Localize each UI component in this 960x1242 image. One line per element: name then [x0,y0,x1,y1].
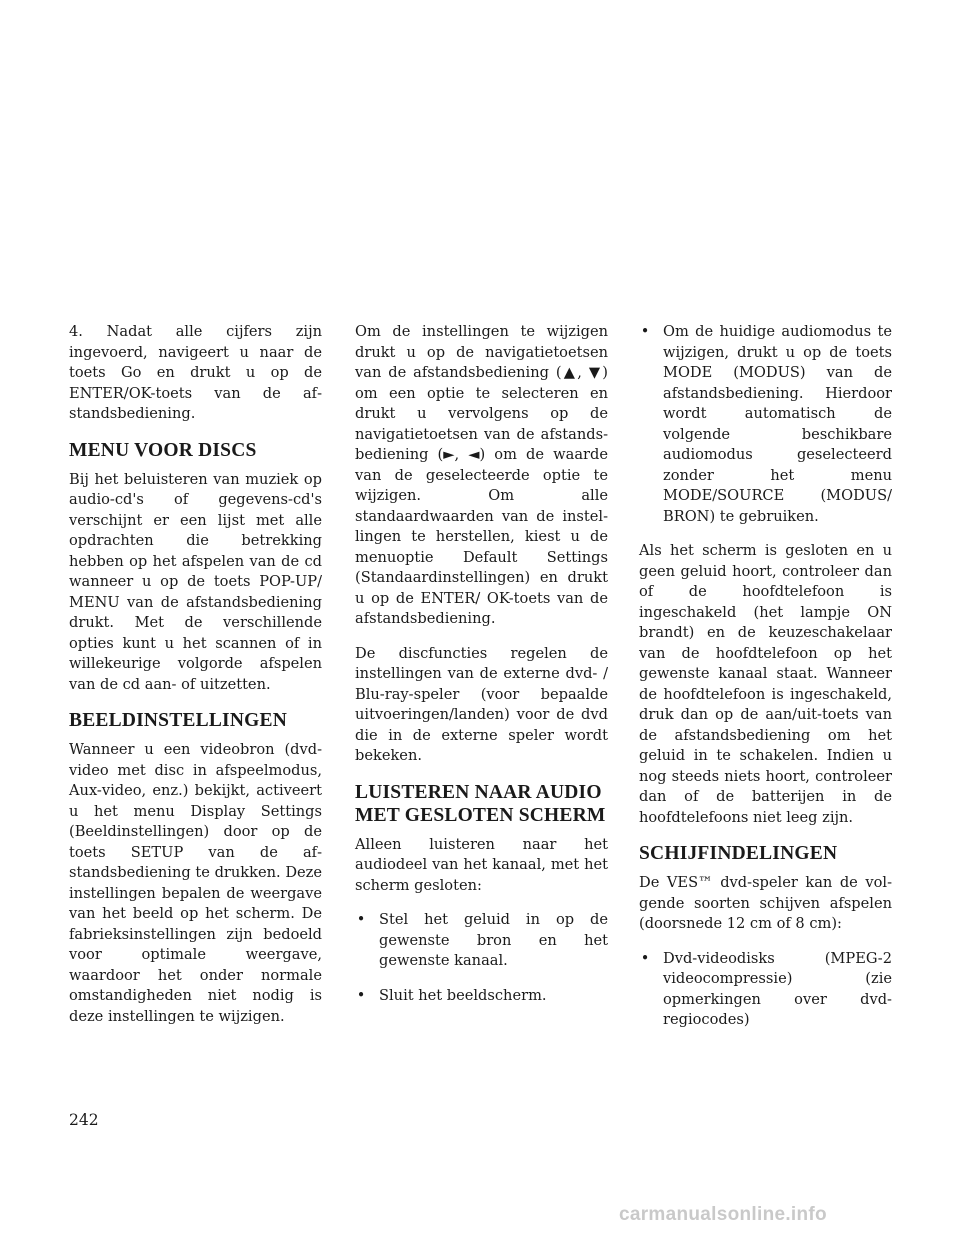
list-item-text: Dvd-videodisks (MPEG-2 videocompressie) (zie opmerkingen over dvd-regiocodes) [663,949,892,1028]
paragraph-disc-types: De VES™ dvd-speler kan de volgende soorten schijven afspelen (doorsnede 12 cm of 8 cm): [639,874,892,932]
bullet-list-audio-steps [355,910,608,1006]
paragraph-change-settings: Om de instellingen te wijzigen drukt u op de navigatietoetsen van de afstandsbediening (▲, ▼) om een optie te selecteren en drukt u vervolgens op de navigatietoetsen van de afstandsbediening (►, ◄) om de waarde van de geselecteerde optie te wijzigen. Om alle standaardwaarden van de instellingen te herstellen, kiest u de menuoptie Default Settings (Standaardinstellingen) en drukt u op de ENTER/ OK-toets van de afstandsbediening. [355,323,608,627]
paragraph-disc-functions: De discfuncties regelen de instellingen van de externe dvd- / Blu-ray-speler (voor bepaalde uitvoeringen/landen) voor de dvd die in de externe speler wordt bekeken. [355,644,608,764]
bullet-list-mode [639,322,892,527]
heading-schijfindelingen: SCHIJFINDELINGEN [639,843,838,864]
list-item [355,986,608,1007]
bullet-icon: • [640,323,650,340]
list-item-text: Sluit het beeldscherm. [379,986,547,1004]
heading-beeldinstellingen: BEELDINSTELLINGEN [69,710,287,731]
column-2 [355,322,608,1020]
paragraph-audio-only: Alleen luisteren naar het audiodeel van het kanaal, met het scherm gesloten: [355,835,608,894]
list-item [639,322,892,527]
list-item [355,910,608,972]
paragraph-display-settings: Wanneer u een videobron (dvd-video met disc in afspeelmodus, Aux-video, enz.) bekijkt, activeert u het menu Display Settings (Beeldinstellingen) door op de toets SETUP van de afstandsbediening te drukken. Deze instellingen bepalen de weergave van het beeld op het scherm. De fabrieksinstellingen zijn bedoeld voor optimale weergave, waardoor het onder normale omstandigheden niet nodig is deze instellingen te wijzigen. [69,741,322,1025]
bullet-icon: • [356,911,366,928]
column-1 [69,322,322,1041]
paragraph-disc-menu: Bij het beluisteren van muziek op audio-cd's of gegevens-cd's verschijnt er een lijst met alle opdrachten die betrekking hebben op het afspelen van de cd wanneer u op de toets POP-UP/ MENU van de afstandsbediening drukt. Met de verschillende opties kunt u het scannen of in willekeurige volgorde afspelen van de cd aan- of uitzetten. [69,470,322,693]
bullet-icon: • [356,986,366,1004]
bullet-list-disc-types [639,949,892,1031]
bullet-icon: • [640,949,650,967]
paragraph-no-sound: Als het scherm is gesloten en u geen geluid hoort, controleer dan of de hoofdtelefoon is ingeschakeld (het lampje ON brandt) en de keuzeschakelaar van de hoofdtelefoon op het gewenste kanaal staat. Wanneer de hoofdtelefoon is ingeschakeld, druk dan op de aan/uit-toets van de afstandsbediening om het geluid in te schakelen. Indien u nog steeds niets hoort, controleer dan of de batterijen in de hoofdtelefoons niet leeg zijn. [639,542,892,826]
page-number: 242 [69,1111,99,1129]
heading-luisteren-naar-audio: LUISTEREN NAAR AUDIO MET GESLOTEN SCHERM [355,781,606,826]
paragraph-step-4: 4. Nadat alle cijfers zijn ingevoerd, navigeert u naar de toets Go en drukt u op de ENTER/OK-toets van de afstandsbediening. [69,323,322,422]
list-item-text: Stel het geluid in op de gewenste bron en het gewenste kanaal. [379,911,608,969]
list-item [639,949,892,1031]
column-3 [639,322,892,1045]
watermark-text: carmanualsonline.info [619,1204,827,1225]
heading-menu-voor-discs: MENU VOOR DISCS [69,439,257,461]
list-item-text: Om de huidige audiomodus te wijzigen, drukt u op de toets MODE (MODUS) van de afstandsbediening. Hierdoor wordt automatisch de volgende beschikbare audiomodus geselecteerd zonder het menu MODE/SOURCE (MODUS/ BRON) te gebruiken. [663,323,892,525]
